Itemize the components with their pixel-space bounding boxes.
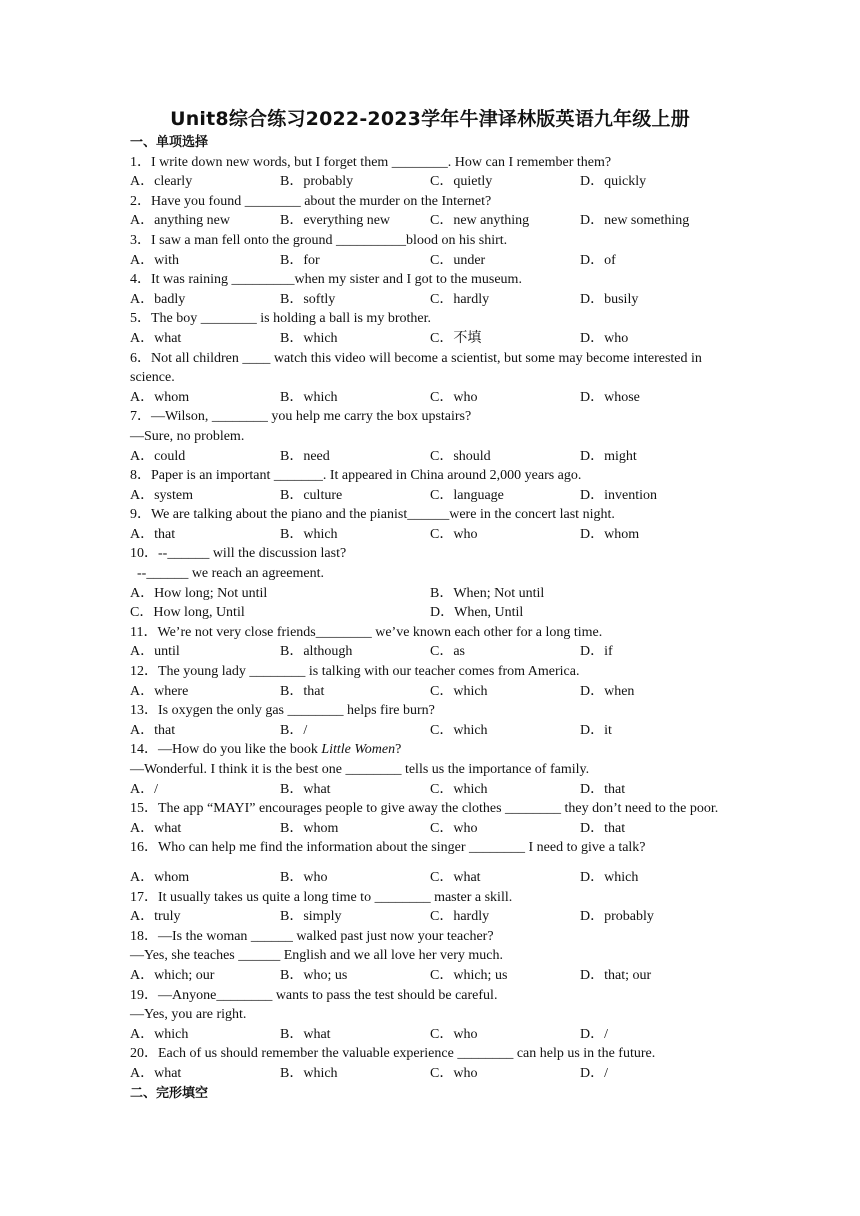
option-a: A．/ — [130, 781, 158, 797]
option-d: D．new something — [580, 213, 690, 229]
option-a: A．until — [130, 644, 180, 660]
options-row — [130, 907, 735, 927]
question-stem: 15．The app “MAYI” encourages people to give away the clothes ________ they don’t need to the poor. — [130, 801, 719, 817]
option-a: A．anything new — [130, 213, 230, 229]
option-a: A．which — [130, 1026, 189, 1042]
question-stem: 16．Who can help me find the information about the singer ________ I need to give a talk? — [130, 840, 646, 856]
question-4 — [130, 270, 735, 309]
options-row — [130, 211, 735, 231]
option-a: A．How long; Not until — [130, 585, 268, 601]
question-stem: 19．—Anyone________ wants to pass the test should be careful. — [130, 987, 498, 1003]
option-d: D．invention — [580, 487, 657, 503]
question-17 — [130, 888, 735, 927]
question-19 — [130, 986, 735, 1045]
option-b: B．whom — [280, 820, 339, 836]
question-9 — [130, 505, 735, 544]
question-14 — [130, 740, 735, 799]
option-a: A．where — [130, 683, 189, 699]
options-row — [130, 329, 735, 349]
option-d: D．When, Until — [430, 605, 524, 621]
options-row — [130, 172, 735, 192]
option-d: D．/ — [580, 1065, 608, 1081]
option-d: D．when — [580, 683, 635, 699]
option-d: D．might — [580, 448, 637, 464]
question-stem-reply: —Sure, no problem. — [130, 428, 245, 444]
option-d: D．busily — [580, 291, 639, 307]
option-c: C．hardly — [430, 909, 490, 925]
question-stem: 12．The young lady ________ is talking with our teacher comes from America. — [130, 664, 580, 680]
option-d: D．whose — [580, 389, 640, 405]
stem-text-end: ? — [395, 742, 402, 758]
options-row — [130, 603, 735, 623]
option-b: B．who; us — [280, 967, 348, 983]
spacer — [130, 858, 735, 868]
option-c: C．which — [430, 722, 488, 738]
option-d: D．if — [580, 644, 613, 660]
options-row — [130, 819, 735, 839]
question-stem: 13．Is oxygen the only gas ________ helps fire burn? — [130, 703, 435, 719]
option-c: C．which — [430, 683, 488, 699]
question-1 — [130, 153, 735, 192]
question-8 — [130, 466, 735, 505]
question-stem: 10．--______ will the discussion last? — [130, 546, 347, 562]
option-b: B．which — [280, 330, 338, 346]
option-a: A．system — [130, 487, 193, 503]
option-b: B．although — [280, 644, 353, 660]
option-a: A．what — [130, 330, 182, 346]
option-a: A．what — [130, 820, 182, 836]
question-stem: 20．Each of us should remember the valuable experience ________ can help us in the future. — [130, 1046, 656, 1062]
question-stem: 6．Not all children ____ watch this video will become a scientist, but some may become interested in science. — [130, 350, 702, 386]
question-stem-reply: —Yes, she teaches ______ English and we all love her very much. — [130, 948, 503, 964]
options-row — [130, 780, 735, 800]
option-b: B．which — [280, 526, 338, 542]
option-a: A．could — [130, 448, 186, 464]
question-stem-reply: --______ we reach an agreement. — [130, 566, 324, 582]
option-a: A．whom — [130, 869, 190, 885]
option-b: B．what — [280, 1026, 331, 1042]
options-row — [130, 388, 735, 408]
options-row — [130, 584, 735, 604]
option-d: D．whom — [580, 526, 640, 542]
option-a: A．clearly — [130, 174, 193, 190]
option-c: C．under — [430, 252, 486, 268]
question-18 — [130, 927, 735, 986]
option-b: B．that — [280, 683, 325, 699]
option-c: C．who — [430, 1065, 478, 1081]
option-c: C．new anything — [430, 213, 530, 229]
question-3 — [130, 231, 735, 270]
section-heading-2: 二、完形填空 — [130, 1085, 209, 1101]
options-row — [130, 525, 735, 545]
option-d: D．it — [580, 722, 612, 738]
option-c: C．hardly — [430, 291, 490, 307]
options-row — [130, 447, 735, 467]
option-a: A．with — [130, 252, 179, 268]
question-stem: 2．Have you found ________ about the murder on the Internet? — [130, 193, 492, 209]
option-c: C．How long, Until — [130, 605, 245, 621]
section-heading-1: 一、单项选择 — [130, 135, 209, 150]
option-c: C．who — [430, 820, 478, 836]
option-d: D．/ — [580, 1026, 608, 1042]
option-b: B．culture — [280, 487, 343, 503]
question-16 — [130, 838, 735, 887]
question-stem — [130, 740, 735, 760]
option-b: B．/ — [280, 722, 308, 738]
question-5 — [130, 309, 735, 348]
question-stem: 4．It was raining _________when my sister and I got to the museum. — [130, 272, 522, 288]
option-c: C．quietly — [430, 174, 493, 190]
options-row — [130, 1064, 735, 1084]
question-stem: 11．We’re not very close friends________ we’ve known each other for a long time. — [130, 624, 603, 640]
option-c: C．who — [430, 526, 478, 542]
question-15 — [130, 799, 735, 838]
options-row — [130, 486, 735, 506]
option-b: B．everything new — [280, 213, 391, 229]
option-a: A．that — [130, 722, 176, 738]
book-title: Little Women — [321, 742, 396, 758]
option-b: B．softly — [280, 291, 336, 307]
question-6 — [130, 349, 735, 408]
option-d: D．who — [580, 330, 629, 346]
question-7 — [130, 407, 735, 466]
option-d: D．probably — [580, 909, 654, 925]
question-10 — [130, 544, 735, 622]
option-c: C．should — [430, 448, 491, 464]
question-stem-reply: —Wonderful. I think it is the best one ________ tells us the importance of family. — [130, 762, 590, 777]
document-title: Unit8综合练习2022-2023学年牛津译林版英语九年级上册 — [170, 108, 690, 130]
option-a: A．truly — [130, 909, 181, 925]
question-stem: 1．I write down new words, but I forget them ________. How can I remember them? — [130, 154, 612, 170]
option-b: B．need — [280, 448, 330, 464]
options-row — [130, 290, 735, 310]
options-row — [130, 251, 735, 271]
question-11 — [130, 623, 735, 662]
option-b: B．what — [280, 781, 331, 797]
option-a: A．whom — [130, 389, 190, 405]
option-a: A．that — [130, 526, 176, 542]
option-d: D．that — [580, 781, 626, 797]
option-c: C．what — [430, 869, 481, 885]
question-12 — [130, 662, 735, 701]
option-c: C．who — [430, 1026, 478, 1042]
option-b: B．which — [280, 389, 338, 405]
option-c: C．which — [430, 781, 488, 797]
option-b: B．When; Not until — [430, 585, 545, 601]
options-row — [130, 1025, 735, 1045]
option-b: B．simply — [280, 909, 342, 925]
options-row — [130, 868, 735, 888]
option-b: B．probably — [280, 174, 354, 190]
option-c: C．who — [430, 389, 478, 405]
stem-text: 14．—How do you like the book — [130, 742, 322, 758]
question-stem: 17．It usually takes us quite a long time to ________ master a skill. — [130, 889, 513, 905]
option-a: A．what — [130, 1065, 182, 1081]
option-b: B．who — [280, 869, 328, 885]
option-b: B．for — [280, 252, 320, 268]
option-d: D．quickly — [580, 174, 647, 190]
question-stem: 9．We are talking about the piano and the pianist______were in the concert last night. — [130, 507, 615, 523]
question-stem: 3．I saw a man fell onto the ground __________blood on his shirt. — [130, 232, 508, 248]
options-row — [130, 721, 735, 741]
option-c: C．which; us — [430, 967, 508, 983]
options-row — [130, 966, 735, 986]
question-2 — [130, 192, 735, 231]
question-stem-reply: —Yes, you are right. — [130, 1007, 247, 1023]
question-13 — [130, 701, 735, 740]
option-b: B．which — [280, 1065, 338, 1081]
options-row — [130, 682, 735, 702]
option-d: D．that; our — [580, 967, 652, 983]
option-d: D．of — [580, 252, 616, 268]
question-stem: 5．The boy ________ is holding a ball is my brother. — [130, 311, 431, 327]
option-a: A．which; our — [130, 967, 215, 983]
question-stem: 7．—Wilson, ________ you help me carry the box upstairs? — [130, 409, 472, 425]
option-c: C．不填 — [430, 330, 482, 346]
option-a: A．badly — [130, 291, 186, 307]
question-20 — [130, 1044, 735, 1083]
question-stem: 18．—Is the woman ______ walked past just now your teacher? — [130, 928, 494, 944]
option-d: D．which — [580, 869, 639, 885]
option-c: C．as — [430, 644, 465, 660]
option-d: D．that — [580, 820, 626, 836]
option-c: C．language — [430, 487, 504, 503]
question-stem: 8．Paper is an important _______. It appeared in China around 2,000 years ago. — [130, 468, 582, 484]
document-content — [130, 133, 735, 1103]
options-row — [130, 642, 735, 662]
